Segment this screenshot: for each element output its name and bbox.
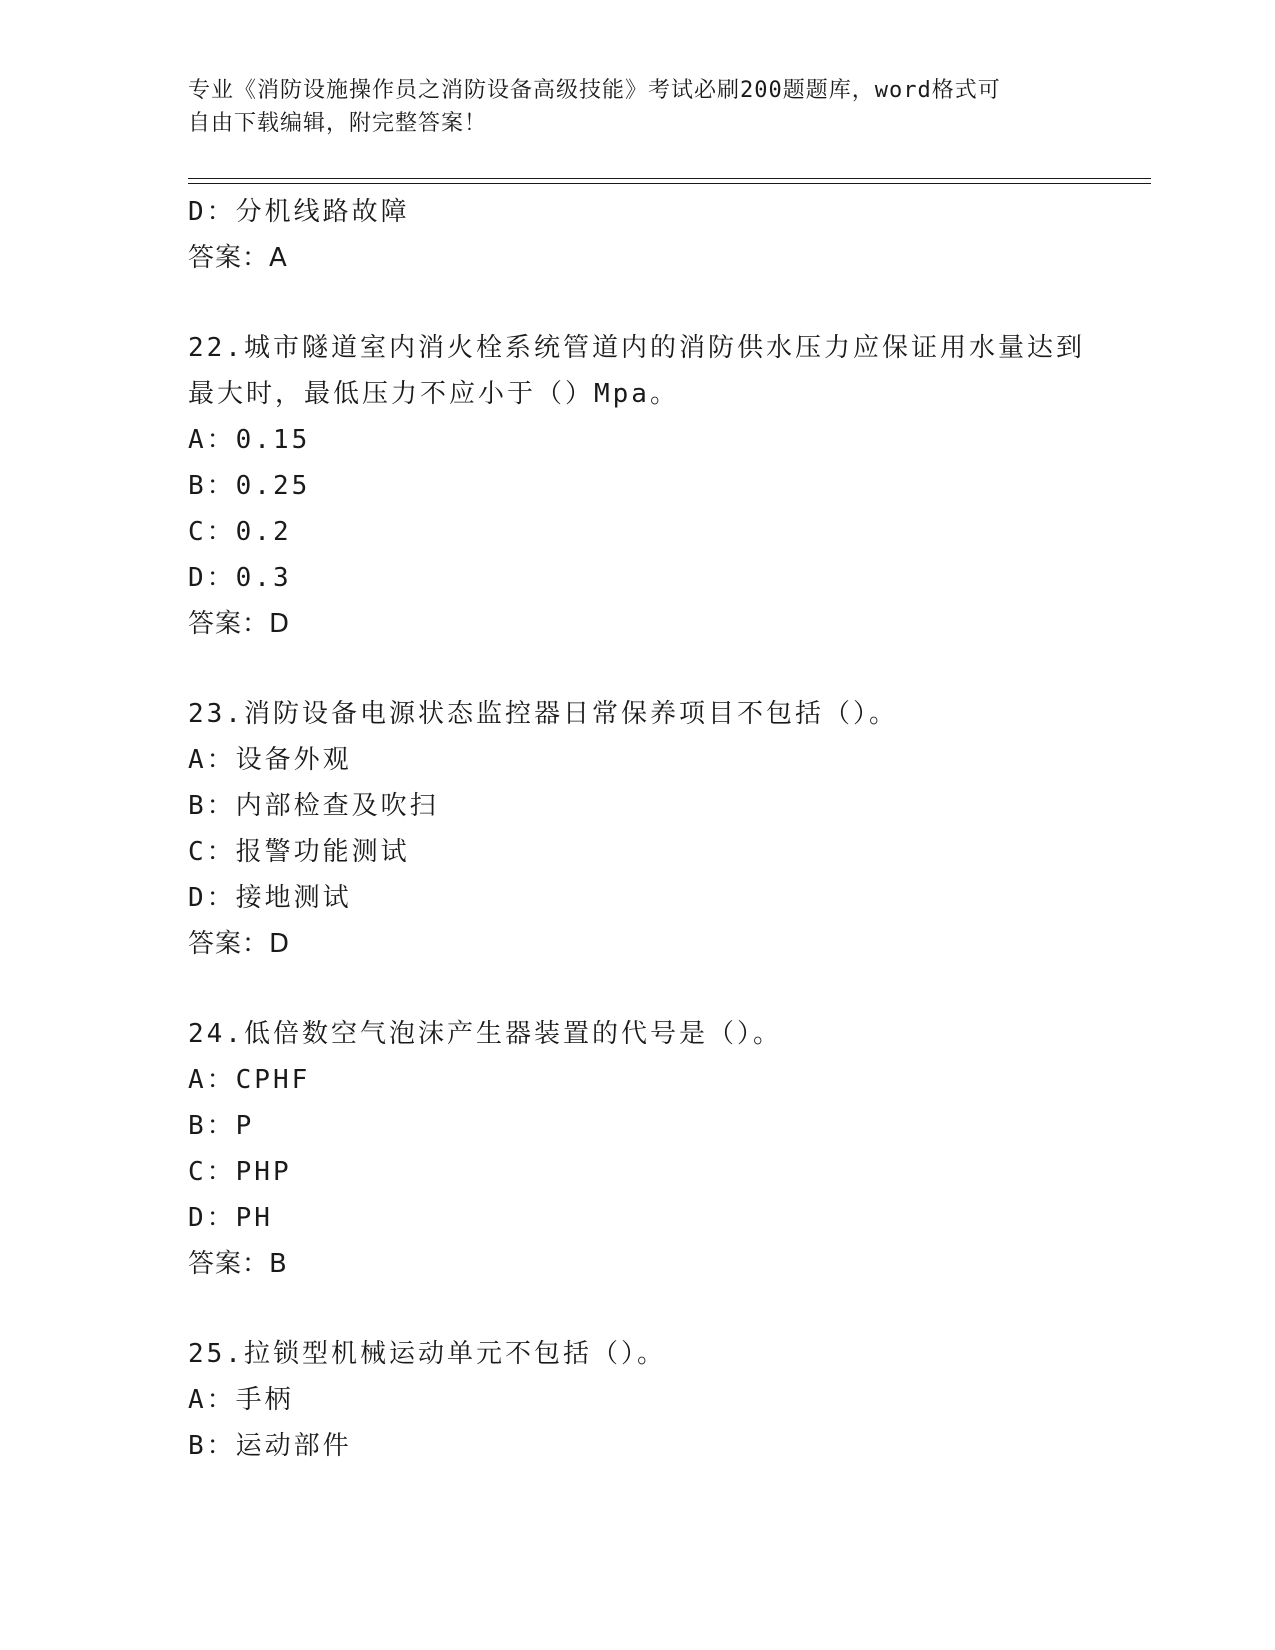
question-text-line-1: 22.城市隧道室内消火栓系统管道内的消防供水压力应保证用水量达到 (188, 333, 1085, 363)
header-line-1: 专业《消防设施操作员之消防设备高级技能》考试必刷200题题库，word格式可 (188, 78, 1001, 103)
option-b: B：0.25 (188, 471, 311, 501)
answer-line: 答案：B (188, 1249, 288, 1279)
question-text-line-1: 23.消防设备电源状态监控器日常保养项目不包括（）。 (188, 699, 898, 729)
option-a: A：手柄 (188, 1385, 294, 1415)
question-text-line-2: 最大时，最低压力不应小于（）Mpa。 (188, 379, 679, 409)
option-d: D：接地测试 (188, 883, 352, 913)
answer-line: 答案：A (188, 243, 288, 273)
header-line-2: 自由下载编辑，附完整答案！ (188, 111, 488, 136)
option-a: A：设备外观 (188, 745, 352, 775)
document-header (188, 74, 1068, 140)
answer-line: 答案：D (188, 929, 291, 959)
question-25 (188, 1331, 1088, 1469)
option-c: C：报警功能测试 (188, 837, 410, 867)
question-text-line-1: 25.拉锁型机械运动单元不包括（）。 (188, 1339, 666, 1369)
question-23 (188, 691, 1088, 967)
header-divider-top (188, 178, 1151, 179)
previous-question-tail (188, 189, 1088, 281)
header-divider-bottom (188, 183, 1151, 184)
question-22 (188, 325, 1088, 647)
option-c: C：0.2 (188, 517, 292, 547)
question-24 (188, 1011, 1088, 1287)
option-a: A：CPHF (188, 1065, 311, 1095)
option-b: B：运动部件 (188, 1431, 352, 1461)
option-d: D：0.3 (188, 563, 292, 593)
option-d: D：PH (188, 1203, 273, 1233)
answer-line: 答案：D (188, 609, 291, 639)
question-text-line-1: 24.低倍数空气泡沫产生器装置的代号是（）。 (188, 1019, 782, 1049)
option-b: B：内部检查及吹扫 (188, 791, 439, 821)
option-a: A：0.15 (188, 425, 311, 455)
option-c: C：PHP (188, 1157, 292, 1187)
question-list (188, 189, 1088, 1469)
option-b: B：P (188, 1111, 255, 1141)
option-d: D：分机线路故障 (188, 197, 410, 227)
